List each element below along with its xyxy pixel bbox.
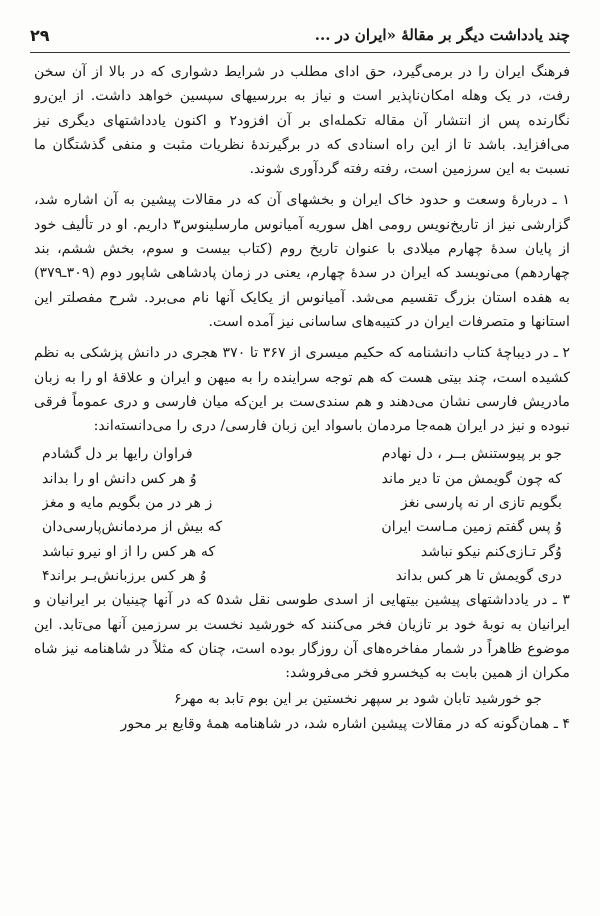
verse-hemistich: وُ هر کس برزبانش‌بـر براند۴ (42, 567, 207, 584)
verse-hemistich: بگویم تازی ار نه پارسی نغز (400, 495, 562, 512)
paragraph-intro: فرهنگ ایران را در برمی‌گیرد، حق ادای مطلب در شرایط دشواری که در بالا از آن سخن رفت، در یک وهله امکان‌ناپذیر است و نیاز به بررسیهای سپسین خواهد داشت. از این‌رو نگارنده پس از انتشار آن مقاله تکمله‌ای بر آن افزود۲ و اکنون یادداشتهای دیگری نیز می‌افزاید. باشد تا از این راه اسنادی که در برگیرندهٔ نظریات مثبت و منفی گذشتگان ما نسبت به این سرزمین است، رفته رفته گردآوری شوند. (34, 64, 570, 178)
page-number: ۲۹ (30, 25, 50, 45)
verse-hemistich: که بیش از مردمانش‌پارسی‌دان (42, 519, 223, 536)
poem-verses (42, 442, 562, 588)
verse-hemistich: که چون گویمش من تا دیر ماند (381, 470, 562, 487)
verse-hemistich: که هر کس را از او نیرو نباشد (42, 543, 216, 560)
verse-hemistich: وُ هر کس دانش او را بداند (42, 470, 197, 487)
paragraph-4: ۴ ـ همان‌گونه که در مقالات پیشین اشاره شد، در شاهنامه همهٔ وقایع بر محور (120, 715, 570, 732)
body-text (34, 60, 570, 736)
paragraph-1: ۱ ـ دربارهٔ وسعت و حدود خاک ایران و بخشهای آن که در مقالات پیشین به آن اشاره شد، گزارشی نیز از تاریخ‌نویس رومی اهل سوریه آمیانوس مارسلینوس۳ داریم. او در تألیف خود از پایان سدهٔ چهارم میلادی با عنوان تاریخ روم (کتاب بیست و سوم، بخش ششم، بند چهاردهم) می‌نویسد که ایران در سدهٔ چهارم، یعنی در زمان پادشاهی شاپور دوم (۳۰۹ـ۳۷۹) به هفده استان بزرگ تقسیم می‌شد. آمیانوس از یکایک آنها نام می‌برد. شرح مفصلتر این استانها و متصرفات ایران در کتیبه‌های ساسانی نیز آمده است. (34, 192, 570, 330)
verse-hemistich: فراوان رایها بر دل گشادم (42, 446, 193, 463)
page-header (30, 22, 570, 48)
verse-hemistich: ز هر در من بگویم مایه و مغز (42, 495, 213, 512)
paragraph-3: ۳ ـ در یادداشتهای پیشین بیتهایی از اسدی طوسی نقل شد۵ که در آنها چینیان بر ایرانیان و ایرانیان به نوبهٔ خود بر تازیان فخر می‌کنند که خورشید نخست بر سرزمین آنها می‌تابد. این موضوع ظاهراً در شمار مفاخره‌های آن روزگار بوده است، چنان که مثلاً در شاهنامه نیز شاه مکران از همین بابت به کیخسرو فخر می‌فروشد: (34, 592, 570, 682)
verse-hemistich: دری گویمش تا هر کس بداند (395, 567, 562, 584)
running-title: چند یادداشت دیگر بر مقالهٔ «ایران در ... (314, 26, 570, 44)
header-rule (30, 52, 570, 53)
verse-hemistich: جو بر پیوستنش بــر ، دل نهادم (381, 446, 562, 463)
verse-hemistich: وُ پس گفتم زمین مـاست ایران (381, 519, 562, 536)
single-verse: جو خورشید تابان شود بر سپهر نخستین بر این بوم تابد به مهر۶ (173, 691, 542, 708)
paragraph-2: ۲ ـ در دیباچهٔ کتاب دانشنامه که حکیم میسری از ۳۶۷ تا ۳۷۰ هجری در دانش پزشکی به نظم کشیده است، چند بیتی هست که هم توجه سراینده را به میهن و ایران و علاقهٔ او را به زبان مادریش فارسی نشان می‌دهند و هم سندی‌ست بر این‌که میان فارسی و دری عموماً فرقی نبوده و نیز در ایران همه‌جا مردمان باسواد این زبان فارسی/ دری را می‌دانسته‌اند: (34, 345, 570, 435)
verse-hemistich: وُگر تـازی‌کنم نیکو نباشد (420, 543, 562, 560)
